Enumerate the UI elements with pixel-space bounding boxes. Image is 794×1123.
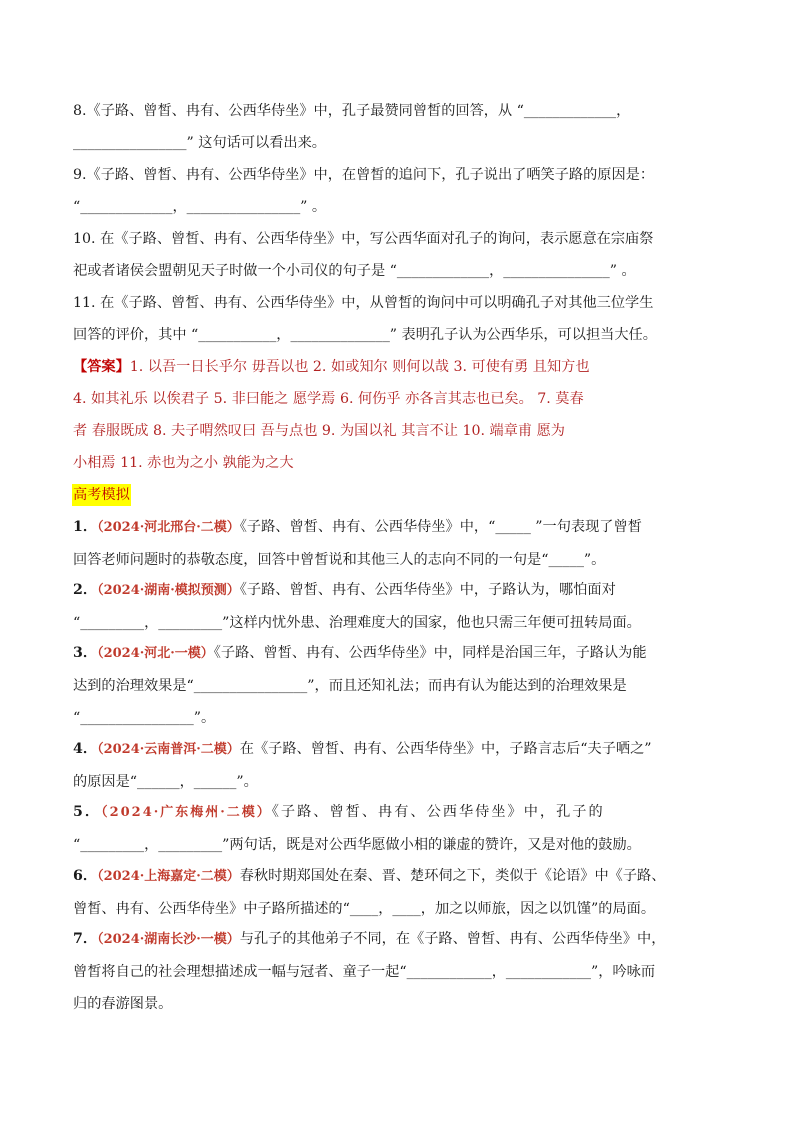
mock-question-6-line-2: 曾皙、冉有、公西华侍坐》中子路所描述的“____，____，加之以师旅，因之以饥馑”的局面。: [73, 901, 656, 917]
mock-question-1: [73, 511, 733, 576]
question-9-line-1: 9.《子路、曾皙、冉有、公西华侍坐》中，在曾皙的追问下，孔子说出了哂笑子路的原因是：: [73, 167, 655, 183]
mock-question-3-line-3: “________________”。: [73, 710, 216, 726]
mock-question-2-line-2: “_________，_________”这样内忧外患、治理难度大的国家，他也只需三年便可扭转局面。: [73, 615, 641, 631]
answer-line-1: [73, 351, 733, 383]
section-title-gaokao-mock: 高考模拟: [72, 484, 131, 506]
mock-question-1-line-2: 回答老师问题时的恭敬态度，回答中曾皙说和其他三人的志向不同的一句是“_____”。: [73, 552, 606, 568]
mock-question-source: （2024·河北邢台·二模）: [97, 520, 240, 535]
mock-question-source: （2024·河北·一模）: [97, 646, 214, 661]
answer-mark: 【答案】: [73, 359, 130, 375]
mock-question-number: 1．: [73, 519, 98, 535]
answer-block: [73, 351, 733, 479]
mock-question-number: 7．: [73, 931, 98, 947]
mock-question-text: 春秋时期郑国处在秦、晋、楚环伺之下，类似于《论语》中《子路、: [239, 868, 666, 884]
question-10-line-1: 10. 在《子路、曾皙、冉有、公西华侍坐》中，写公西华面对孔子的询问，表示愿意在宗庙祭: [73, 231, 654, 247]
answer-line-2: 4. 如其礼乐 以俟君子 5. 非曰能之 愿学焉 6. 何伤乎 亦各言其志也已矣。 7. 莫春: [73, 391, 584, 407]
mock-question-5: [73, 796, 733, 861]
mock-question-5-line-2: “_________，_________”两句话，既是对公西华愿做小相的谦虚的赞许，又是对他的鼓励。: [73, 837, 641, 853]
mock-question-text: 与孔子的其他弟子不同，在《子路、曾皙、冉有、公西华侍坐》中，: [239, 931, 666, 947]
mock-question-2-line-1: [73, 574, 733, 607]
question-8-line-1: 8.《子路、曾皙、冉有、公西华侍坐》中，孔子最赞同曾皙的回答，从 “_____________，: [73, 103, 631, 119]
mock-question-number: 6．: [73, 868, 98, 884]
mock-question-7-line-3: 归的春游图景。: [73, 996, 173, 1012]
mock-question-text: 《子路、曾皙、冉有、公西华侍坐》中，孔子的: [271, 804, 605, 820]
mock-question-source: （2024·上海嘉定·二模）: [97, 869, 240, 884]
mock-question-7-line-1: [73, 923, 733, 956]
mock-question-text: 《子路、曾皙、冉有、公西华侍坐》中，“_____ ”一句表现了曾皙: [239, 519, 642, 535]
mock-question-6-line-1: [73, 860, 733, 893]
mock-question-text: 《子路、曾皙、冉有、公西华侍坐》中，子路认为，哪怕面对: [239, 582, 616, 598]
mock-question-4-line-2: 的原因是“______，______”。: [73, 774, 258, 790]
mock-question-4: [73, 733, 733, 798]
mock-question-1-line-1: [73, 511, 733, 544]
mock-question-5-line-1: [73, 796, 733, 829]
mock-question-4-line-1: [73, 733, 733, 766]
mock-question-7: [73, 923, 733, 1020]
answer-line-4: 小相焉 11. 赤也为之小 孰能为之大: [73, 455, 294, 471]
mock-question-source: （2024·广东梅州·二模）: [101, 805, 272, 820]
question-11: [73, 287, 733, 351]
question-11-line-2: 回答的评价，其中 “___________，______________” 表明孔子认为公西华乐，可以担当大任。: [73, 327, 657, 343]
mock-question-number: 2．: [73, 582, 98, 598]
mock-question-number: 3．: [73, 645, 98, 661]
answer-line-1-text: 1. 以吾一日长乎尔 毋吾以也 2. 如或知尔 则何以哉 3. 可使有勇 且知方也: [129, 359, 590, 375]
mock-question-3: [73, 637, 733, 734]
mock-question-source: （2024·湖南·模拟预测）: [97, 583, 240, 598]
mock-question-number: 5．: [73, 804, 102, 820]
mock-question-3-line-2: 达到的治理效果是“________________”，而且还知礼法；而冉有认为能达到的治理效果是: [73, 678, 627, 694]
mock-question-3-line-1: [73, 637, 733, 670]
question-10: [73, 223, 733, 287]
mock-question-source: （2024·湖南长沙·一模）: [97, 932, 240, 947]
mock-question-text: 《子路、曾皙、冉有、公西华侍坐》中，同样是治国三年，子路认为能: [213, 645, 647, 661]
question-9-line-2: “_____________，________________” 。: [73, 199, 327, 215]
answer-line-3: 者 春服既成 8. 夫子喟然叹曰 吾与点也 9. 为国以礼 其言不让 10. 端章甫 愿为: [73, 423, 565, 439]
mock-question-6: [73, 860, 733, 925]
question-8: [73, 95, 733, 159]
question-11-line-1: 11. 在《子路、曾皙、冉有、公西华侍坐》中，从曾皙的询问中可以明确孔子对其他三位学生: [73, 295, 654, 311]
question-10-line-2: 祀或者诸侯会盟朝见天子时做一个小司仪的句子是 “_____________，_______________” 。: [73, 263, 636, 279]
mock-question-text: 在《子路、曾皙、冉有、公西华侍坐》中，子路言志后“夫子哂之”: [239, 741, 652, 757]
mock-question-7-line-2: 曾皙将自己的社会理想描述成一幅与冠者、童子一起“____________，____________”，吟咏而: [73, 964, 656, 980]
mock-question-source: （2024·云南普洱·二模）: [97, 742, 240, 757]
mock-question-2: [73, 574, 733, 639]
question-8-line-2: ________________” 这句话可以看出来。: [73, 135, 326, 151]
question-9: [73, 159, 733, 223]
mock-question-number: 4．: [73, 741, 98, 757]
